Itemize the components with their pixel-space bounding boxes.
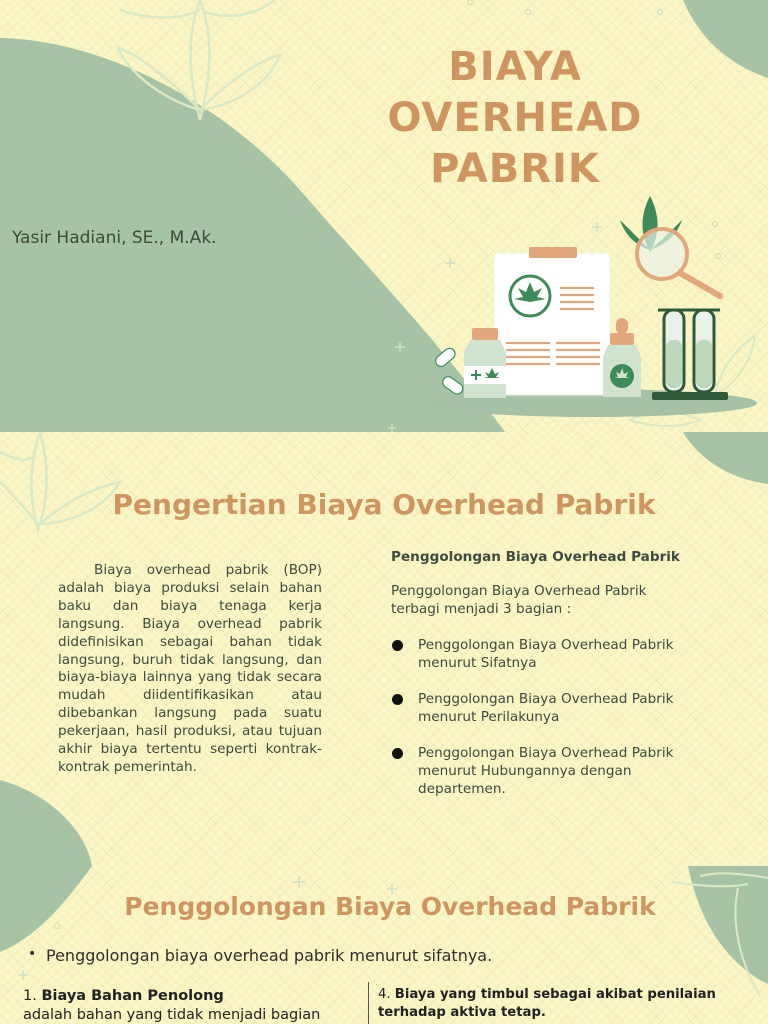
classification-column [391,548,691,816]
item-1-number: 1. [23,988,37,1004]
item-4-title: Biaya yang timbul sebagai akibat penilaian terhadap aktiva tetap. [378,987,716,1020]
title-line-3: PABRIK [430,146,600,192]
item-1-title: Biaya Bahan Penolong [41,988,224,1004]
author-name: Yasir Hadiani, SE., M.Ak. [12,228,217,248]
title-line-1: BIAYA [448,44,582,90]
bullet-dot-icon [392,694,403,705]
list-item [391,690,691,726]
item-4-number: 4. [378,987,391,1002]
title-line-2: OVERHEAD [387,95,643,141]
section-title: Penggolongan Biaya Overhead Pabrik [124,892,656,921]
sage-blob-right [688,866,768,984]
bullet-text: Penggolongan biaya overhead pabrik menurut sifatnya. [46,946,493,965]
clipboard-icon [494,253,610,395]
item-1-text: adalah bahan yang tidak menjadi bagian [23,1007,321,1023]
item-4 [378,986,738,1022]
classification-slide [0,866,768,1024]
title-slide [0,0,768,432]
bullet-item [28,946,493,965]
bullet-dot-icon [392,748,403,759]
presentation-title [370,42,660,195]
sage-blob-bottom-left [0,780,92,866]
sage-blob-top-right [683,432,768,484]
list-item-text: Penggolongan Biaya Overhead Pabrik menurut Sifatnya [418,637,674,671]
lab-illustration [427,196,757,417]
definition-paragraph: Biaya overhead pabrik (BOP) adalah biaya produksi selain bahan baku dan biaya tenaga kerja langsung. Biaya overhead pabrik didefinisikan sebagai bahan tidak langsung, buruh tidak langsung, dan biaya-biaya lainnya yang tidak secara mudah diidentifikasikan atau dibebankan langsung pada suatu pekerjaan, hasil produksi, atau tujuan akhir biaya tertentu seperti kontrak-kontrak pemerintah. [58,562,322,775]
list-item [391,636,691,672]
bullet-dot-icon [392,640,403,651]
definition-slide [0,432,768,866]
list-item-text: Penggolongan Biaya Overhead Pabrik menurut Hubungannya dengan departemen. [418,745,674,797]
bullet-dot-icon: • [28,946,37,962]
classification-heading: Penggolongan Biaya Overhead Pabrik [391,549,680,565]
column-divider [368,982,369,1024]
list-item-text: Penggolongan Biaya Overhead Pabrik menurut Perilakunya [418,691,674,725]
list-item [391,744,691,798]
classification-intro: Penggolongan Biaya Overhead Pabrik terbagi menjadi 3 bagian : [391,583,647,617]
classification-list [391,636,691,798]
sage-blob-top-right [683,0,768,78]
section-title: Pengertian Biaya Overhead Pabrik [112,488,656,521]
magnifier-leaf-icon [620,196,720,296]
item-1 [23,987,353,1024]
